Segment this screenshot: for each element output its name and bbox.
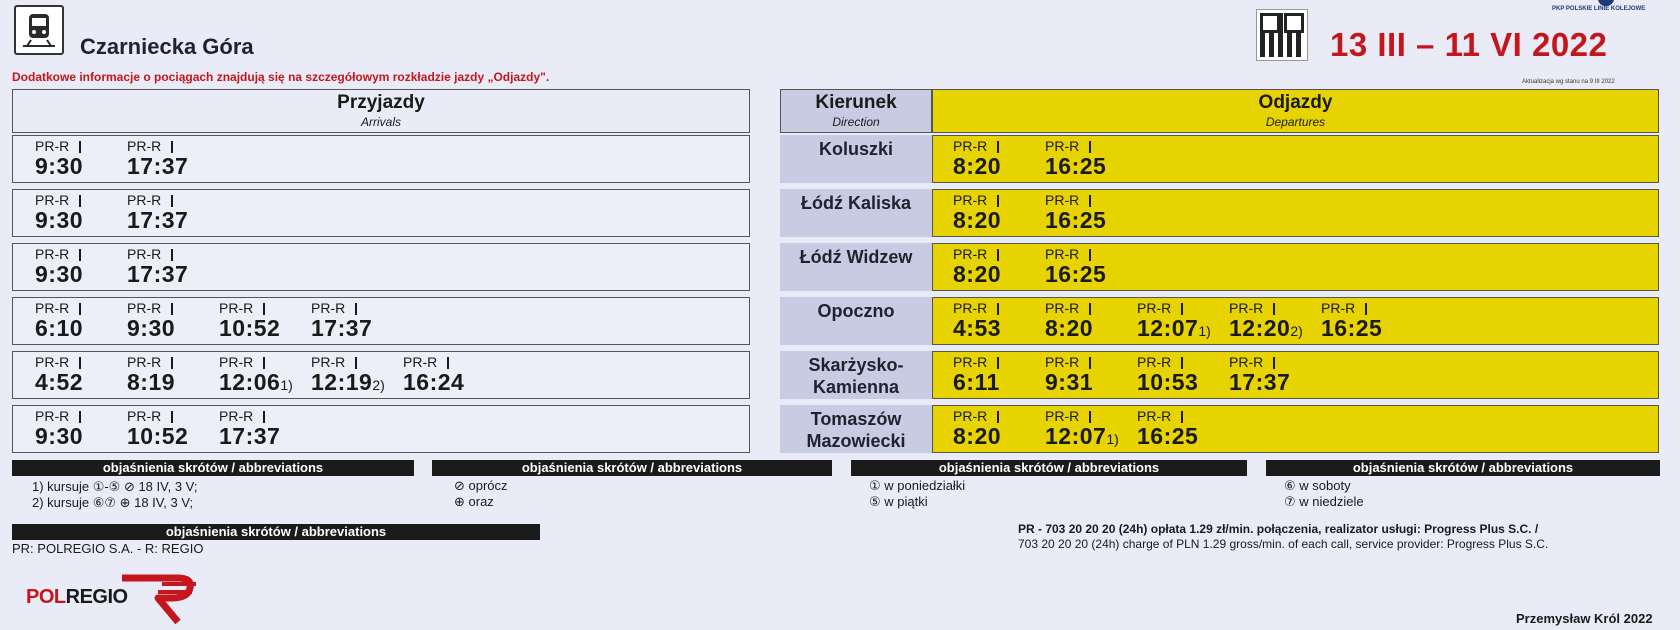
train-time — [219, 370, 293, 397]
train-note: 1) — [1106, 431, 1119, 447]
platform-bar — [1181, 411, 1183, 423]
departures-train — [953, 355, 1000, 397]
train-note: 1) — [280, 377, 293, 393]
direction-name: Opoczno — [817, 301, 895, 321]
train-category — [127, 409, 188, 424]
train-category-label: PR-R — [35, 408, 70, 424]
departures-train — [953, 247, 1001, 289]
abbr-block-4 — [1266, 460, 1660, 510]
train-time-value: 17:37 — [219, 423, 281, 449]
departures-row — [932, 351, 1659, 399]
train-category-label: PR-R — [1137, 408, 1172, 424]
arrivals-train — [127, 247, 188, 289]
polregio-mark-icon — [118, 570, 198, 626]
platform-bar — [1089, 411, 1091, 423]
train-time — [1045, 316, 1093, 343]
train-category — [1321, 301, 1382, 316]
platform-bar — [997, 303, 999, 315]
contact-line-pl: PR - 703 20 20 20 (24h) opłata 1.29 zł/min. połączenia, realizator usługi: Progress Plus S.C. / — [1018, 522, 1539, 536]
platform-bar — [447, 357, 449, 369]
train-time-value: 16:25 — [1045, 153, 1107, 179]
abbr-block-3 — [851, 460, 1247, 510]
train-time-value: 4:52 — [35, 369, 84, 395]
arrivals-train — [127, 409, 188, 451]
train-time-value: 16:25 — [1137, 423, 1199, 449]
train-category — [953, 355, 1000, 370]
train-category — [1229, 355, 1290, 370]
arrivals-train — [127, 301, 175, 343]
departures-title: Odjazdy — [1258, 92, 1333, 113]
arrivals-row — [12, 243, 750, 291]
platform-bar — [997, 141, 999, 153]
train-category-label: PR-R — [219, 354, 254, 370]
departures-train — [953, 193, 1001, 235]
abbr-block-1 — [12, 460, 414, 511]
arrivals-row — [12, 351, 750, 399]
departures-train — [1045, 355, 1093, 397]
train-time — [1229, 316, 1303, 343]
departures-train — [953, 139, 1001, 181]
direction-subtitle: Direction — [832, 115, 880, 129]
arrivals-train — [311, 355, 385, 397]
train-category — [311, 355, 385, 370]
train-time-value: 12:20 — [1229, 315, 1291, 341]
train-category — [127, 355, 175, 370]
platform-bar — [79, 357, 81, 369]
train-time-value: 17:37 — [127, 261, 189, 287]
platform-bar — [1365, 303, 1367, 315]
train-time — [1045, 208, 1106, 235]
train-time — [1045, 370, 1093, 397]
platform-bar — [79, 249, 81, 261]
train-glyph — [19, 10, 59, 50]
train-time — [127, 316, 175, 343]
arrivals-subtitle: Arrivals — [360, 115, 401, 129]
train-time-value: 9:30 — [35, 423, 84, 449]
train-time — [953, 424, 1001, 451]
train-category-label: PR-R — [311, 300, 346, 316]
train-time-value: 12:06 — [219, 369, 281, 395]
contact-note — [1018, 522, 1548, 552]
departures-row — [932, 297, 1659, 345]
train-category-label: PR-R — [953, 192, 988, 208]
platform-bar — [79, 411, 81, 423]
platform-bar — [79, 195, 81, 207]
platform-bar — [1273, 303, 1275, 315]
train-category — [953, 301, 1001, 316]
train-time-value: 4:53 — [953, 315, 1002, 341]
train-time-value: 8:20 — [1045, 315, 1094, 341]
direction-cell — [780, 243, 932, 291]
train-category-label: PR-R — [1045, 354, 1080, 370]
train-category-label: PR-R — [953, 300, 988, 316]
train-time — [1045, 262, 1106, 289]
train-time-value: 6:11 — [953, 369, 1000, 395]
train-category — [219, 355, 293, 370]
platform-bar — [79, 303, 81, 315]
train-time — [953, 208, 1001, 235]
arrivals-train — [35, 139, 83, 181]
train-time — [1229, 370, 1290, 397]
train-time-value: 17:37 — [1229, 369, 1291, 395]
train-category-label: PR-R — [1045, 138, 1080, 154]
departures-train — [953, 409, 1001, 451]
abbr-line: 2) kursuje ⑥⑦ ⊕ 18 IV, 3 V; — [32, 495, 194, 510]
direction-cell — [780, 297, 932, 345]
train-time — [953, 262, 1001, 289]
train-category — [1137, 355, 1198, 370]
direction-title: Kierunek — [815, 92, 897, 113]
train-category — [1045, 247, 1106, 262]
train-time — [35, 370, 83, 397]
train-category-label: PR-R — [35, 138, 70, 154]
train-category-label: PR-R — [403, 354, 438, 370]
train-time — [311, 370, 385, 397]
train-time — [35, 316, 83, 343]
abbr-line: ⊘ oprócz — [454, 478, 508, 493]
platform-bar — [355, 303, 357, 315]
train-category-label: PR-R — [1045, 300, 1080, 316]
platform-bar — [171, 141, 173, 153]
arrivals-row — [12, 405, 750, 453]
train-time-value: 8:20 — [953, 261, 1002, 287]
platform-bar — [171, 195, 173, 207]
train-time — [1137, 424, 1198, 451]
train-category-label: PR-R — [1229, 300, 1264, 316]
train-time — [35, 208, 83, 235]
platform-bar — [1181, 357, 1183, 369]
train-category — [1045, 301, 1093, 316]
train-category-label: PR-R — [35, 354, 70, 370]
train-time-value: 8:20 — [953, 207, 1002, 233]
departures-train — [1229, 301, 1303, 343]
arrivals-train — [127, 193, 188, 235]
train-category — [403, 355, 464, 370]
train-time-value: 8:19 — [127, 369, 176, 395]
train-time-value: 8:20 — [953, 153, 1002, 179]
abbr-bar: objaśnienia skrótów / abbreviations — [851, 460, 1247, 476]
departures-train — [1137, 301, 1211, 343]
train-time-value: 8:20 — [953, 423, 1002, 449]
platform-bar — [79, 141, 81, 153]
qr-code-icon[interactable] — [1257, 10, 1307, 60]
train-time-value: 16:25 — [1321, 315, 1383, 341]
departures-train — [1137, 355, 1198, 397]
abbr-line: ⑦ w niedziele — [1284, 494, 1364, 509]
direction-cell — [780, 135, 932, 183]
train-time-value: 12:07 — [1137, 315, 1199, 341]
train-time — [35, 262, 83, 289]
train-time — [219, 316, 280, 343]
departures-train — [1045, 139, 1106, 181]
platform-bar — [997, 357, 999, 369]
abbr-block-5 — [12, 524, 540, 557]
platform-bar — [263, 303, 265, 315]
train-category-label: PR-R — [311, 354, 346, 370]
train-category-label: PR-R — [1045, 192, 1080, 208]
direction-header — [780, 89, 932, 133]
train-time-value: 9:31 — [1045, 369, 1094, 395]
direction-name: Tomaszów Mazowiecki — [806, 409, 906, 451]
train-time — [35, 424, 83, 451]
platform-bar — [1089, 141, 1091, 153]
direction-name: Łódź Kaliska — [800, 193, 912, 213]
train-time-value: 16:25 — [1045, 207, 1107, 233]
train-category-label: PR-R — [953, 354, 988, 370]
arrivals-row — [12, 297, 750, 345]
train-time-value: 12:19 — [311, 369, 373, 395]
train-time-value: 12:07 — [1045, 423, 1107, 449]
platform-bar — [1089, 303, 1091, 315]
train-category — [1137, 409, 1198, 424]
train-time — [35, 154, 83, 181]
train-category-label: PR-R — [127, 300, 162, 316]
train-time-value: 9:30 — [35, 207, 84, 233]
train-time — [1137, 316, 1211, 343]
platform-bar — [263, 357, 265, 369]
train-note: 2) — [1290, 323, 1303, 339]
platform-bar — [171, 411, 173, 423]
train-time-value: 16:25 — [1045, 261, 1107, 287]
departures-train — [1045, 247, 1106, 289]
arrivals-train — [311, 301, 372, 343]
train-category — [953, 193, 1001, 208]
departures-row — [932, 243, 1659, 291]
train-category — [953, 247, 1001, 262]
train-time-value: 17:37 — [127, 153, 189, 179]
platform-bar — [171, 357, 173, 369]
train-time — [127, 208, 188, 235]
arrivals-train — [403, 355, 464, 397]
departures-train — [953, 301, 1001, 343]
abbr-block-2 — [432, 460, 832, 510]
departures-train — [1045, 301, 1093, 343]
train-time — [1045, 424, 1119, 451]
train-time — [127, 262, 188, 289]
departures-row — [932, 189, 1659, 237]
platform-bar — [997, 411, 999, 423]
platform-bar — [1089, 249, 1091, 261]
direction-name: Łódź Widzew — [799, 247, 913, 267]
train-time — [1321, 316, 1382, 343]
train-category — [127, 301, 175, 316]
abbr-bar: objaśnienia skrótów / abbreviations — [1266, 460, 1660, 476]
train-category — [953, 409, 1001, 424]
train-category-label: PR-R — [953, 246, 988, 262]
train-category — [35, 355, 83, 370]
departures-header — [932, 89, 1659, 133]
polregio-logo-pol: POL — [26, 586, 66, 608]
platform-bar — [171, 303, 173, 315]
train-category-label: PR-R — [1045, 408, 1080, 424]
departures-row — [932, 135, 1659, 183]
arrivals-row — [12, 189, 750, 237]
train-time — [403, 370, 464, 397]
train-category — [35, 193, 83, 208]
arrivals-train — [35, 409, 83, 451]
platform-bar — [997, 195, 999, 207]
train-icon — [14, 5, 64, 55]
train-category — [311, 301, 372, 316]
train-time-value: 17:37 — [311, 315, 373, 341]
platform-bar — [1089, 357, 1091, 369]
train-category — [1045, 355, 1093, 370]
abbr-bar: objaśnienia skrótów / abbreviations — [12, 524, 540, 540]
departures-train — [1229, 355, 1290, 397]
train-category — [127, 193, 188, 208]
train-category-label: PR-R — [35, 246, 70, 262]
platform-bar — [171, 249, 173, 261]
train-category-label: PR-R — [953, 408, 988, 424]
train-time-value: 9:30 — [35, 153, 84, 179]
train-category — [35, 247, 83, 262]
train-time-value: 10:52 — [219, 315, 281, 341]
abbr-line: ⊕ oraz — [454, 494, 494, 509]
train-category — [35, 301, 83, 316]
train-category-label: PR-R — [127, 246, 162, 262]
train-category-label: PR-R — [127, 354, 162, 370]
arrivals-header — [12, 89, 750, 133]
train-time — [1045, 154, 1106, 181]
validity-dates: 13 III – 11 VI 2022 — [1330, 26, 1608, 63]
train-time — [219, 424, 280, 451]
platform-bar — [263, 411, 265, 423]
train-category — [35, 409, 83, 424]
train-time-value: 6:10 — [35, 315, 84, 341]
train-time — [953, 370, 1000, 397]
polregio-logo-regio: REGIO — [65, 586, 128, 608]
train-category — [1045, 193, 1106, 208]
train-time — [127, 424, 188, 451]
arrivals-train — [35, 247, 83, 289]
contact-line-en: 703 20 20 20 (24h) charge of PLN 1.29 gross/min. of each call, service provider: Progress Plus S.C. — [1018, 537, 1549, 551]
abbr-bar: objaśnienia skrótów / abbreviations — [12, 460, 414, 476]
platform-bar — [1181, 303, 1183, 315]
train-time-value: 9:30 — [127, 315, 176, 341]
arrivals-train — [219, 355, 293, 397]
train-time — [127, 154, 188, 181]
train-category-label: PR-R — [1229, 354, 1264, 370]
train-category — [127, 139, 188, 154]
train-category-label: PR-R — [219, 408, 254, 424]
arrivals-train — [35, 301, 83, 343]
train-category-label: PR-R — [127, 192, 162, 208]
direction-name: Skarżysko- Kamienna — [808, 355, 904, 397]
departures-train — [1137, 409, 1198, 451]
train-category — [1137, 301, 1211, 316]
train-category-label: PR-R — [1137, 354, 1172, 370]
train-time-value: 10:53 — [1137, 369, 1199, 395]
train-category-label: PR-R — [953, 138, 988, 154]
train-category — [219, 409, 280, 424]
arrivals-title: Przyjazdy — [337, 92, 425, 113]
train-category-label: PR-R — [1321, 300, 1356, 316]
platform-bar — [1273, 357, 1275, 369]
direction-name: Koluszki — [818, 139, 893, 159]
departures-train — [1321, 301, 1382, 343]
abbr-line: 1) kursuje ①-⑤ ⊘ 18 IV, 3 V; — [32, 479, 198, 494]
train-time — [127, 370, 175, 397]
train-category-label: PR-R — [1137, 300, 1172, 316]
train-time-value: 17:37 — [127, 207, 189, 233]
direction-cell — [780, 351, 932, 399]
train-category — [219, 301, 280, 316]
train-category-label: PR-R — [35, 300, 70, 316]
train-time-value: 10:52 — [127, 423, 189, 449]
train-category — [953, 139, 1001, 154]
train-time — [953, 316, 1001, 343]
arrivals-row — [12, 135, 750, 183]
train-time — [311, 316, 372, 343]
train-time — [1137, 370, 1198, 397]
polregio-logo — [26, 586, 128, 609]
abbr-bar: objaśnienia skrótów / abbreviations — [432, 460, 832, 476]
train-category — [1229, 301, 1303, 316]
train-category — [1045, 409, 1119, 424]
arrivals-train — [219, 409, 280, 451]
info-notice: Dodatkowe informacje o pociągach znajdują się na szczegółowym rozkładzie jazdy „Odjazdy". — [12, 70, 550, 84]
abbr-line: ① w poniedziałki — [869, 478, 966, 493]
train-category-label: PR-R — [219, 300, 254, 316]
direction-cell — [780, 405, 932, 453]
train-time-value: 16:24 — [403, 369, 465, 395]
arrivals-train — [127, 355, 175, 397]
station-name: Czarniecka Góra — [80, 34, 254, 59]
arrivals-train — [35, 193, 83, 235]
abbr-line: PR: POLREGIO S.A. - R: REGIO — [12, 541, 204, 556]
abbr-line: ⑥ w soboty — [1284, 478, 1351, 493]
train-category-label: PR-R — [35, 192, 70, 208]
departures-subtitle: Departures — [1265, 115, 1326, 129]
train-note: 2) — [372, 377, 385, 393]
arrivals-train — [219, 301, 280, 343]
train-category-label: PR-R — [127, 138, 162, 154]
photo-credit: Przemysław Król 2022 — [1516, 611, 1653, 626]
departures-train — [1045, 409, 1119, 451]
arrivals-train — [35, 355, 83, 397]
pkp-logo-text: PKP POLSKIE LINIE KOLEJOWE — [1552, 6, 1646, 12]
train-time-value: 9:30 — [35, 261, 84, 287]
departures-row — [932, 405, 1659, 453]
train-time — [953, 154, 1001, 181]
platform-bar — [997, 249, 999, 261]
train-category — [1045, 139, 1106, 154]
update-note: Aktualizacja wg stanu na 9 III 2022 — [1522, 79, 1615, 85]
train-category-label: PR-R — [1045, 246, 1080, 262]
train-category — [35, 139, 83, 154]
departures-train — [1045, 193, 1106, 235]
arrivals-train — [127, 139, 188, 181]
direction-cell — [780, 189, 932, 237]
abbr-line: ⑤ w piątki — [869, 494, 928, 509]
platform-bar — [1089, 195, 1091, 207]
platform-bar — [355, 357, 357, 369]
train-note: 1) — [1198, 323, 1211, 339]
train-category — [127, 247, 188, 262]
train-category-label: PR-R — [127, 408, 162, 424]
